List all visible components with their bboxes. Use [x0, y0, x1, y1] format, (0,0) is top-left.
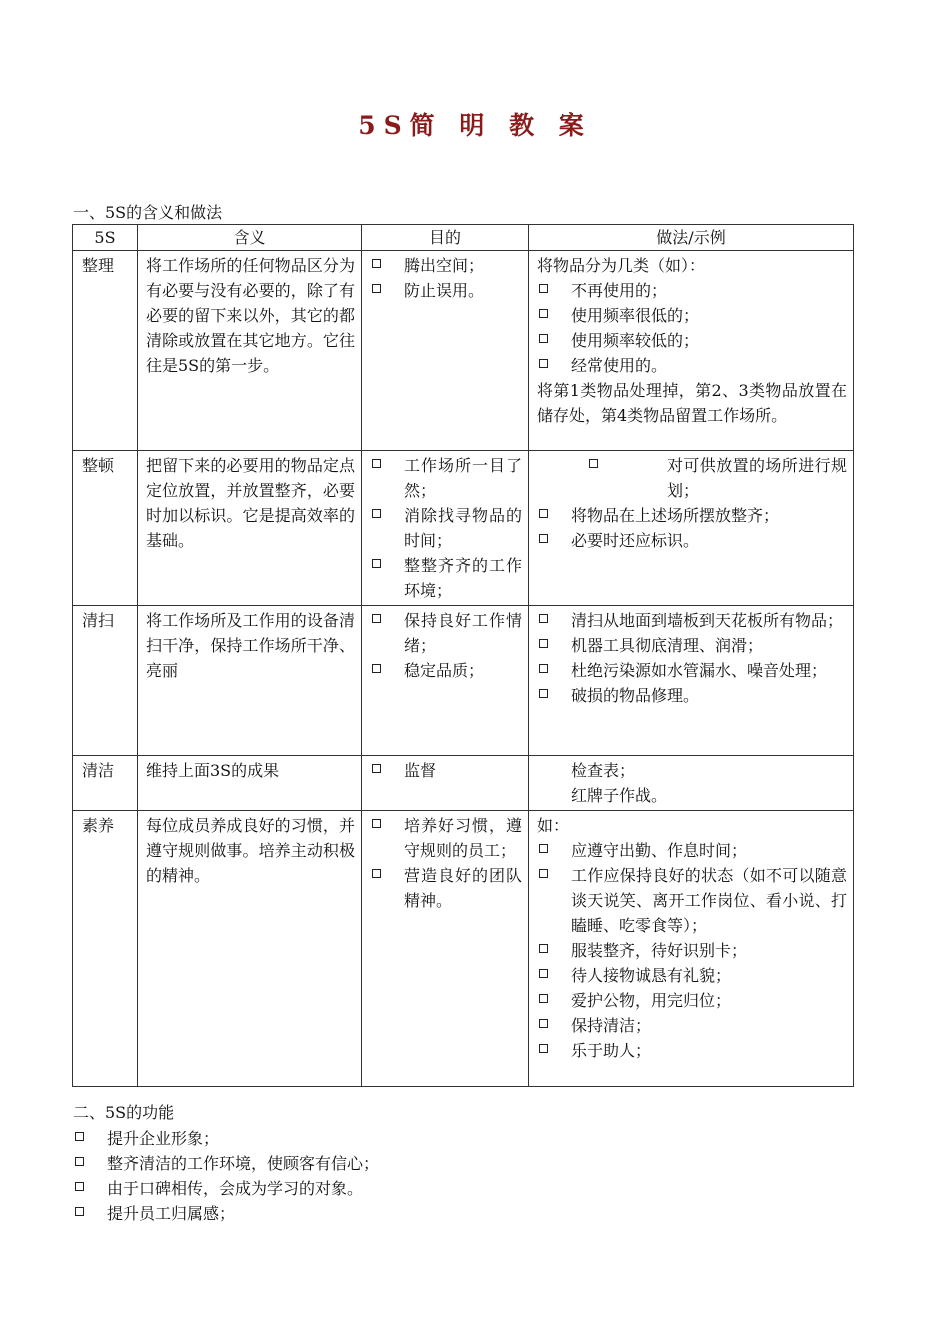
- list-item: 机器工具彻底清理、润滑；: [537, 633, 847, 658]
- list-item: 使用频率较低的；: [537, 328, 847, 353]
- checkbox-icon: [539, 284, 548, 293]
- checkbox-icon: [539, 639, 548, 648]
- checkbox-icon: [539, 689, 548, 698]
- row-practice: [529, 606, 854, 756]
- row-meaning: 每位成员养成良好的习惯，并遵守规则做事。培养主动积极的精神。: [138, 811, 362, 1087]
- checkbox-icon: [539, 1019, 548, 1028]
- checkbox-icon: [539, 994, 548, 1003]
- list-item: 工作应保持良好的状态（如不可以随意谈天说笑、离开工作岗位、看小说、打瞌睡、吃零食等）；: [537, 863, 847, 938]
- table-row: [73, 451, 854, 606]
- row-practice: [529, 756, 854, 811]
- list-item: 经常使用的。: [537, 353, 847, 378]
- table-row: [73, 606, 854, 756]
- list-item: 将物品在上述场所摆放整齐；: [537, 503, 847, 528]
- row-purpose: [362, 811, 529, 1087]
- checkbox-icon: [539, 534, 548, 543]
- table-row: [73, 811, 854, 1087]
- list-item: 红牌子作战。: [571, 786, 668, 805]
- checkbox-icon: [539, 664, 548, 673]
- header-purpose: 目的: [362, 225, 529, 251]
- row-name: 素养: [73, 811, 138, 1087]
- list-item: 整整齐齐的工作环境；: [370, 553, 522, 603]
- checkbox-icon: [539, 969, 548, 978]
- checkbox-icon: [372, 509, 381, 518]
- table-header-row: [73, 225, 854, 251]
- list-item: 稳定品质；: [370, 658, 522, 683]
- list-item: 使用频率很低的；: [537, 303, 847, 328]
- list-item: 保持良好工作情绪；: [370, 608, 522, 658]
- checkbox-icon: [372, 664, 381, 673]
- row-practice: [529, 451, 854, 606]
- list-item: 提升企业形象；: [73, 1126, 773, 1151]
- row-name: 清洁: [73, 756, 138, 811]
- practice-intro: 将物品分为几类（如）：: [537, 256, 706, 275]
- checkbox-icon: [372, 614, 381, 623]
- row-meaning: 把留下来的必要用的物品定点定位放置，并放置整齐，必要时加以标识。它是提高效率的基础。: [138, 451, 362, 606]
- checkbox-icon: [539, 1044, 548, 1053]
- table-row: [73, 756, 854, 811]
- list-item: 检查表；: [571, 761, 636, 780]
- checkbox-icon: [539, 869, 548, 878]
- list-item: 由于口碑相传，会成为学习的对象。: [73, 1176, 773, 1201]
- checkbox-icon: [539, 944, 548, 953]
- page-title: 5S简 明 教 案: [358, 111, 592, 140]
- row-meaning: 将工作场所的任何物品区分为有必要与没有必要的，除了有必要的留下来以外，其它的都清除或放置在其它地方。它往往是5S的第一步。: [138, 251, 362, 451]
- list-item: 营造良好的团队精神。: [370, 863, 522, 913]
- checkbox-icon: [539, 844, 548, 853]
- practice-intro: 如：: [537, 816, 570, 835]
- row-practice: [529, 811, 854, 1087]
- row-purpose: [362, 606, 529, 756]
- checkbox-icon: [372, 284, 381, 293]
- row-purpose: [362, 756, 529, 811]
- section-heading-1: 一、5S的含义和做法: [73, 203, 223, 222]
- row-meaning: 将工作场所及工作用的设备清扫干净，保持工作场所干净、亮丽: [138, 606, 362, 756]
- list-item: 乐于助人；: [537, 1038, 847, 1063]
- header-5s: 5S: [73, 225, 138, 251]
- checkbox-icon: [539, 614, 548, 623]
- list-item: 提升员工归属感；: [73, 1201, 773, 1226]
- checkbox-icon: [539, 334, 548, 343]
- list-item: 破损的物品修理。: [537, 683, 847, 708]
- row-name: 整顿: [73, 451, 138, 606]
- list-item: 必要时还应标识。: [537, 528, 847, 553]
- row-purpose: [362, 251, 529, 451]
- checkbox-icon: [75, 1132, 84, 1141]
- list-item: 不再使用的；: [537, 278, 847, 303]
- list-item: 应遵守出勤、作息时间；: [537, 838, 847, 863]
- section-heading-2: 二、5S的功能: [73, 1103, 175, 1122]
- checkbox-icon: [372, 819, 381, 828]
- checkbox-icon: [75, 1157, 84, 1166]
- header-meaning: 含义: [138, 225, 362, 251]
- checkbox-icon: [372, 559, 381, 568]
- checkbox-icon: [539, 309, 548, 318]
- list-item: 防止误用。: [370, 278, 522, 303]
- table-row: [73, 251, 854, 451]
- list-item: 对可供放置的场所进行规划；: [537, 453, 847, 503]
- checkbox-icon: [539, 509, 548, 518]
- checkbox-icon: [372, 459, 381, 468]
- row-meaning: 维持上面3S的成果: [138, 756, 362, 811]
- list-item: 杜绝污染源如水管漏水、噪音处理；: [537, 658, 847, 683]
- list-item: 清扫从地面到墙板到天花板所有物品；: [537, 608, 847, 633]
- checkbox-icon: [539, 359, 548, 368]
- list-item: 整齐清洁的工作环境，使顾客有信心；: [73, 1151, 773, 1176]
- row-purpose: [362, 451, 529, 606]
- list-item: 服装整齐，待好识别卡；: [537, 938, 847, 963]
- header-practice: 做法/示例: [529, 225, 854, 251]
- function-list: [73, 1126, 773, 1226]
- checkbox-icon: [372, 764, 381, 773]
- row-practice: [529, 251, 854, 451]
- checkbox-icon: [372, 869, 381, 878]
- list-item: 保持清洁；: [537, 1013, 847, 1038]
- list-item: 工作场所一目了然；: [370, 453, 522, 503]
- list-item: 爱护公物，用完归位；: [537, 988, 847, 1013]
- 5s-table: [72, 224, 854, 1087]
- list-item: 腾出空间；: [370, 253, 522, 278]
- list-item: 监督: [370, 758, 522, 783]
- checkbox-icon: [589, 459, 598, 468]
- checkbox-icon: [75, 1182, 84, 1191]
- row-name: 整理: [73, 251, 138, 451]
- checkbox-icon: [372, 259, 381, 268]
- practice-outro: 将第1类物品处理掉，第2、3类物品放置在储存处，第4类物品留置工作场所。: [537, 381, 847, 425]
- list-item: 消除找寻物品的时间；: [370, 503, 522, 553]
- row-name: 清扫: [73, 606, 138, 756]
- checkbox-icon: [75, 1207, 84, 1216]
- list-item: 待人接物诚恳有礼貌；: [537, 963, 847, 988]
- list-item: 培养好习惯，遵守规则的员工；: [370, 813, 522, 863]
